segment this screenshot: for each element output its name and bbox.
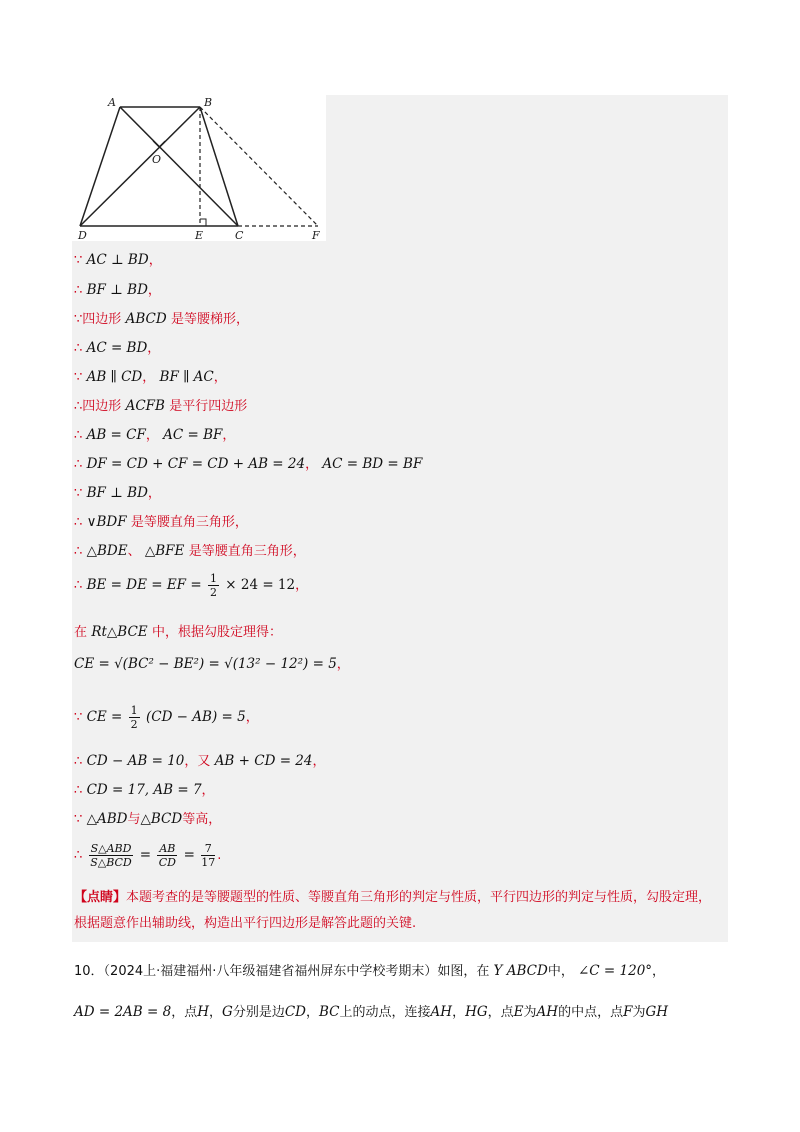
step-line: CE = √(BC² − BE²) = √(13² − 12²) = 5， xyxy=(74,656,350,672)
step-line: ∴ DF = CD + CF = CD + AB = 24， AC = BD = BF xyxy=(74,456,423,472)
step-line: ∵ △ABD与△BCD等高， xyxy=(74,811,222,827)
step-line: ∴ CD = 17, AB = 7， xyxy=(74,782,215,798)
step-line: ∴ BF ⊥ BD， xyxy=(74,282,161,298)
step-line: ∵ AB ∥ CD， BF ∥ AC， xyxy=(74,369,227,385)
step-line: ∴ CD − AB = 10，又 AB + CD = 24， xyxy=(74,753,326,769)
fraction: $\frac{1}{2}$ xyxy=(130,704,138,731)
right-angle-e xyxy=(200,219,206,226)
step-line: ∴四边形 ACFB 是平行四边形 xyxy=(74,398,248,414)
label-d: D xyxy=(78,229,87,241)
key-point-note xyxy=(74,885,724,937)
note-text: 本题考查的是等腰题型的性质、等腰直角三角形的判定与性质，平行四边形的判定与性质，勾股定理，根据题意作出辅助线，构造出平行四边形是解答此题的关键. xyxy=(74,890,712,931)
label-b: B xyxy=(204,96,213,109)
segment-bf xyxy=(200,107,318,226)
note-tag: 【点睛】 xyxy=(74,890,127,905)
label-c: C xyxy=(235,229,244,241)
step-line: ∵四边形 ABCD 是等腰梯形， xyxy=(74,311,249,327)
problem-line-2: AD = 2AB = 8，点H，G分别是边CD，BC上的动点，连接AH，HG，点E为AH的中点，点F为GH xyxy=(74,1004,669,1020)
step-line: ∴ $\frac{\text{S△ABD}}{\text{S△BCD}}$ = $\frac{AB}{CD}$ = $\frac{7}{17}$ . xyxy=(74,842,222,869)
value-ratio: $\frac{7}{17}$ xyxy=(201,842,216,869)
label-o: O xyxy=(152,153,162,166)
step-line: ∵ CE = $\frac{1}{2}$ (CD − AB) = 5， xyxy=(74,704,259,731)
problem-line-1: 10．（2024上·福建福州·八年级福建省福州屏东中学校考期末）如图，在 Y ABCD中， ∠C = 120°， xyxy=(74,963,666,979)
trapezoid-diagram xyxy=(72,95,326,241)
side-ratio: $\frac{AB}{CD}$ xyxy=(158,842,176,869)
label-e: E xyxy=(195,229,204,241)
step-line: ∵ AC ⊥ BD， xyxy=(74,252,162,268)
area-ratio: $\frac{\text{S△ABD}}{\text{S△BCD}}$ xyxy=(90,842,132,869)
step-line: ∴ BE = DE = EF = $\frac{1}{2}$ × 24 = 12， xyxy=(74,572,309,599)
step-line: ∴ AB = CF， AC = BF， xyxy=(74,427,236,443)
fraction: $\frac{1}{2}$ xyxy=(209,572,217,599)
step-line: ∴ AC = BD， xyxy=(74,340,161,356)
diagonal-bd xyxy=(80,107,200,226)
diagonal-ac xyxy=(120,107,238,226)
segment-ad xyxy=(80,107,120,226)
step-line: ∴ ∨BDF 是等腰直角三角形， xyxy=(74,514,248,530)
geometry-figure xyxy=(72,95,326,241)
step-line: ∵ BF ⊥ BD， xyxy=(74,485,161,501)
step-line: 在 Rt△BCE 中，根据勾股定理得： xyxy=(74,624,282,640)
step-line: ∴ △BDE、 △BFE 是等腰直角三角形， xyxy=(74,543,306,559)
segment-bc xyxy=(200,107,238,226)
label-a: A xyxy=(108,96,116,109)
label-f: F xyxy=(312,229,320,241)
